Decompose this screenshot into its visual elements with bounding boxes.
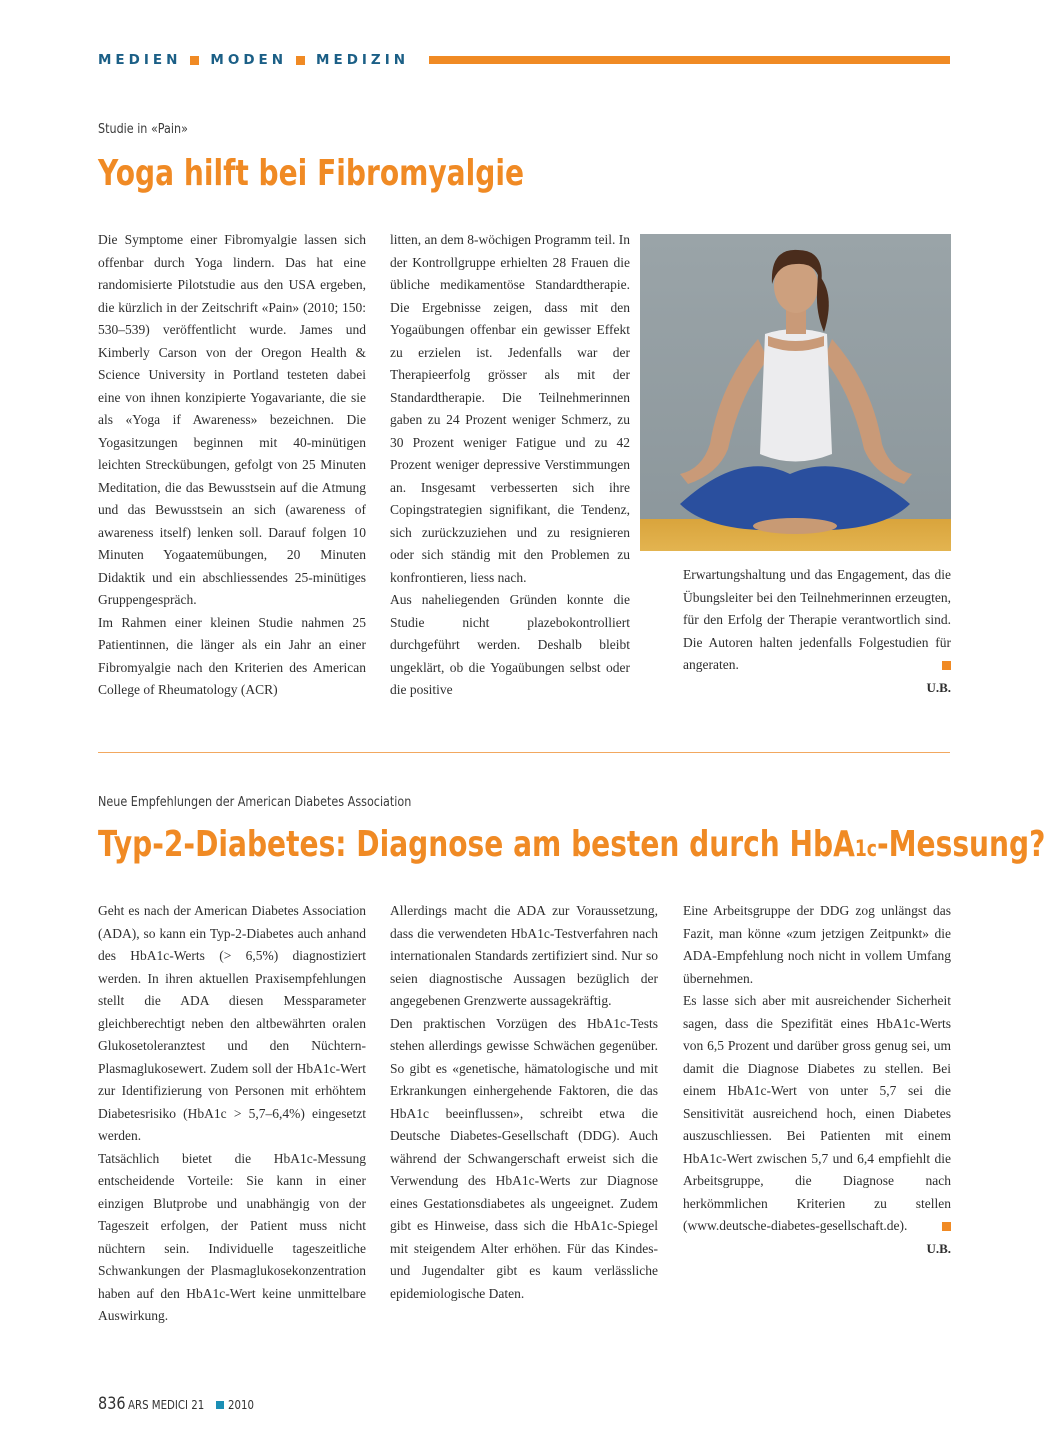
square-bullet-icon bbox=[216, 1401, 224, 1409]
article-kicker: Neue Empfehlungen der American Diabetes Association bbox=[98, 795, 412, 810]
yoga-photo bbox=[640, 234, 951, 551]
article-title bbox=[98, 825, 1045, 865]
article-divider bbox=[98, 752, 950, 753]
section-word: MEDIEN bbox=[98, 52, 182, 68]
section-word: MODEN bbox=[210, 52, 288, 68]
section-word: MEDIZIN bbox=[316, 52, 410, 68]
paragraph: Erwartungshaltung und das Engagement, das die Übungsleiter bei den Teilnehmerinnen erzeugten, für den Erfolg der Therapie verantwortlich sind. Die Autoren halten jedenfalls Folgestudien für angeraten. bbox=[683, 567, 951, 672]
square-bullet-icon bbox=[296, 56, 305, 65]
paragraph: Allerdings macht die ADA zur Voraussetzung, dass die verwendeten HbA1c-Testverfahren nach internationalen Standards zertifiziert sind. Nur so seien diagnostische Aussagen bezüglich der angegebenen Grenzwerte aussagekräftig. bbox=[390, 903, 658, 1008]
paragraph: Aus naheliegenden Gründen konnte die Studie nicht plazebokontrolliert durchgeführt werden. Deshalb bleibt ungeklärt, ob die Yogaübungen selbst oder die positive bbox=[390, 592, 630, 697]
article-column-2 bbox=[390, 229, 630, 702]
title-text: Typ-2-Diabetes: Diagnose am besten durch HbA bbox=[98, 824, 855, 865]
section-header-words bbox=[98, 52, 409, 68]
article-column-3 bbox=[683, 900, 951, 1260]
paragraph: Im Rahmen einer kleinen Studie nahmen 25 Patientinnen, die länger als ein Jahr an einer Fibromyalgie nach den Kriterien des American College of Rheumatology (ACR) bbox=[98, 614, 366, 697]
paragraph: Es lasse sich aber mit ausreichender Sicherheit sagen, dass die Spezifität eines HbA1c-Werts von 6,5 Prozent und darüber gross genug sei, um damit die Diagnose Diabetes zu stellen. Bei einem HbA1c-Wert von unter 5,7 sei die Sensitivität ausreichend hoch, einen Diabetes auszuschliessen. Bei Patienten mit einem HbA1c-Wert zwischen 5,7 und 6,4 empfiehlt die Arbeitsgruppe, die Diagnose nach herkömmlichen Kriterien zu stellen (www.deutsche-diabetes-gesellschaft.de). bbox=[683, 993, 951, 1233]
end-mark-icon bbox=[942, 1222, 951, 1231]
section-header bbox=[98, 48, 950, 72]
author-signature: U.B. bbox=[926, 679, 951, 695]
paragraph: Geht es nach der American Diabetes Association (ADA), so kann ein Typ-2-Diabetes auch anhand des HbA1c-Werts (> 6,5%) diagnostiziert werden. In ihren aktuellen Praxisempfehlungen stellt die ADA diesen Messparameter gleichberechtigt neben den altbewährten oralen Glukosetoleranztest und den Nüchtern-Plasmaglukosewert. Zudem soll der HbA1c-Wert zur Identifizierung von Personen mit erhöhtem Diabetesrisiko (HbA1c > 5,7–6,4%) eingesetzt werden. bbox=[98, 903, 366, 1143]
header-rule bbox=[429, 56, 950, 64]
journal-year: 2010 bbox=[227, 1398, 254, 1412]
end-mark-icon bbox=[942, 661, 951, 670]
paragraph: Die Symptome einer Fibromyalgie lassen sich offenbar durch Yoga lindern. Das hat eine randomisierte Pilotstudie aus den USA ergeben, die kürzlich in der Zeitschrift «Pain» (2010; 150: 530–539) veröffentlicht wurde. James und Kimberly Carson von der Oregon Health & Science University in Portland testeten dabei eine von ihnen konzipierte Yogavariante, die sie als «Yoga if Awareness» bezeichnen. Die Yogasitzungen beginnen mit 40-minütigen leichten Streckübungen, gefolgt von 25 Minuten Meditation, die das Bewusstsein auf die Atmung und das Bewusstsein an sich (awareness of awareness itself) lenken soll. Darauf folgen 10 Minuten Yogaatemübungen, 20 Minuten Didaktik und ein abschliessendes 25-minütiges Gruppengespräch. bbox=[98, 232, 366, 607]
title-text: -Messung? bbox=[876, 824, 1045, 865]
journal-name: ARS MEDICI 21 bbox=[128, 1398, 205, 1412]
paragraph: Den praktischen Vorzügen des HbA1c-Tests stehen allerdings gewisse Schwächen gegenüber. So gibt es «genetische, hämatologische und mit Erkrankungen einhergehende Faktoren, die das HbA1c beeinflussen», schreibt etwa die Deutsche Diabetes-Gesellschaft (DDG). Auch während der Schwangerschaft erweist sich die Verwendung des HbA1c-Werts zur Diagnose eines Gestationsdiabetes als ungeeignet. Zudem gibt es Hinweise, dass sich die HbA1c-Spiegel mit steigendem Alter erhöhen. Für das Kindes- und Jugendalter gibt es kaum verlässliche epidemiologische Daten. bbox=[390, 1015, 658, 1301]
article-column-1 bbox=[98, 229, 366, 702]
title-subscript: 1c bbox=[854, 837, 877, 862]
paragraph: Tatsächlich bietet die HbA1c-Messung entscheidende Vorteile: Sie kann in einer einzigen Blutprobe und unabhängig von der Tageszeit erfolgen, der Patient muss nicht nüchtern sein. Individuelle tageszeitliche Schwankungen der Plasmaglukosekonzentration haben auf den HbA1c-Wert keine unmittelbare Auswirkung. bbox=[98, 1150, 366, 1323]
paragraph: Eine Arbeitsgruppe der DDG zog unlängst das Fazit, man könne «zum jetzigen Zeitpunkt» die ADA-Empfehlung noch nicht in vollem Umfang übernehmen. bbox=[683, 903, 951, 986]
article-column-2 bbox=[390, 900, 658, 1305]
article-title: Yoga hilft bei Fibromyalgie bbox=[98, 153, 525, 194]
author-signature: U.B. bbox=[926, 1240, 951, 1256]
article-column-3 bbox=[683, 564, 951, 699]
article-column-1 bbox=[98, 900, 366, 1328]
article-kicker: Studie in «Pain» bbox=[98, 122, 188, 137]
page-footer bbox=[98, 1394, 258, 1414]
square-bullet-icon bbox=[190, 56, 199, 65]
paragraph: litten, an dem 8-wöchigen Programm teil. In der Kontrollgruppe erhielten 28 Frauen die übliche medikamentöse Standardtherapie. Die Ergebnisse zeigen, dass mit den Yogaübungen offenbar ein gewisser Effekt zu erzielen ist. Jedenfalls war der Therapieerfolg grösser als mit der Standardtherapie. Die Teilnehmerinnen gaben zu 24 Prozent weniger Schmerz, zu 30 Prozent weniger Fatigue und zu 42 Prozent weniger depressive Verstimmungen an. Insgesamt verbesserten sich ihre Copingstrategien signifikant, die Tendenz, sich zurückzuziehen und zu resignieren oder sich ständig mit den Problemen zu konfrontieren, liess nach. bbox=[390, 232, 630, 585]
page-number: 836 bbox=[98, 1394, 126, 1414]
